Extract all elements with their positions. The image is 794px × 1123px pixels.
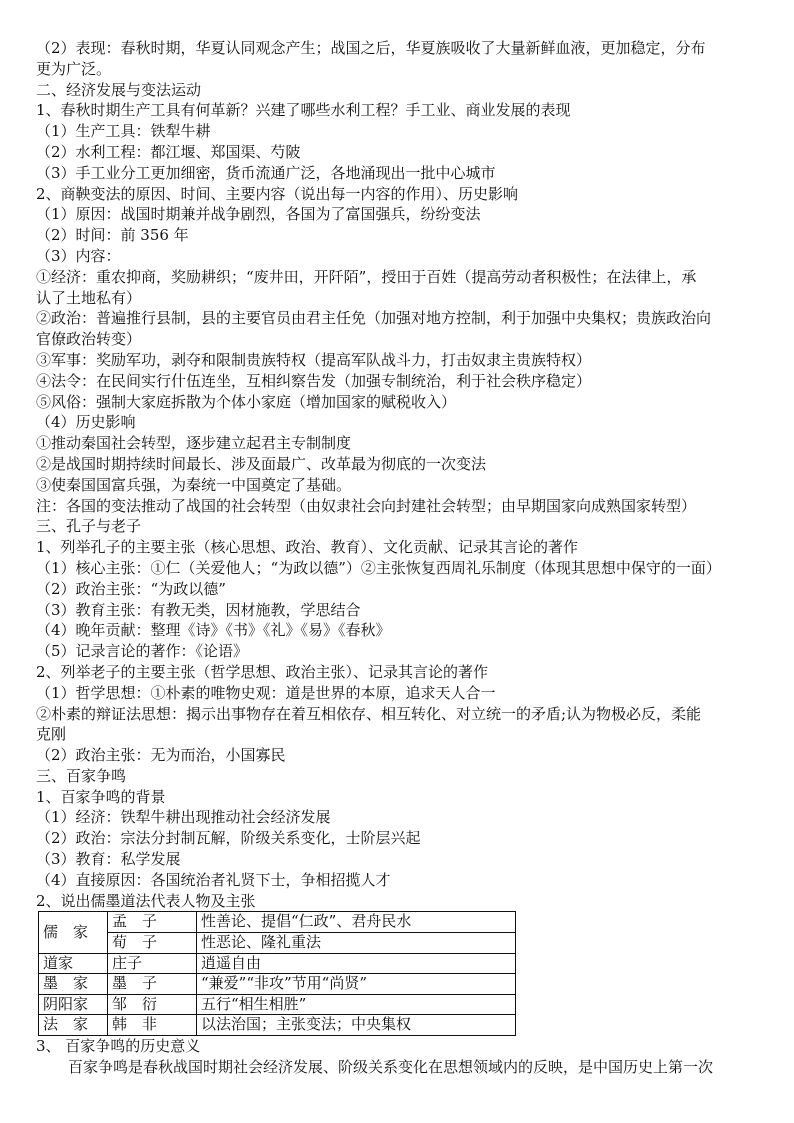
person-cell: 韩 非 — [108, 1015, 197, 1036]
document-body — [36, 38, 762, 911]
school-cell: 儒 家 — [39, 912, 108, 953]
text-line: （1）生产工具：铁犁牛耕 — [36, 122, 211, 141]
document-page — [36, 38, 762, 1078]
person-cell: 邹 衍 — [108, 994, 197, 1015]
text-line: 官僚政治转变） — [36, 330, 142, 349]
text-line: （3）手工业分工更加细密，货币流通广泛，各地涌现出一批中心城市 — [36, 163, 496, 182]
person-cell: 荀 子 — [108, 933, 197, 954]
idea-cell: 五行“相生相胜” — [197, 994, 516, 1015]
person-cell: 墨 子 — [108, 974, 197, 995]
school-cell: 墨 家 — [39, 974, 108, 995]
text-line: ③使秦国国富兵强，为秦统一中国奠定了基础。 — [36, 475, 352, 494]
section-heading: 3、 百家争鸣的历史意义 — [36, 1037, 201, 1056]
school-cell: 阴阳家 — [39, 994, 108, 1015]
text-line: （2）表现：春秋时期，华夏认同观念产生；战国之后，华夏族吸收了大量新鲜血液，更加稳定，分布 — [36, 39, 706, 57]
text-line: （1）经济：铁犁牛耕出现推动社会经济发展 — [36, 808, 331, 827]
person-cell: 庄子 — [108, 953, 197, 974]
text-line: ①经济：重农抑商，奖励耕织；“废井田，开阡陌”，授田于百姓（提高劳动者积极性；在法律上，承 — [36, 267, 697, 286]
text-line: （5）记录言论的著作：《论语》 — [36, 642, 249, 661]
text-line: （4）晚年贡献：整理《诗》《书》《礼》《易》《春秋》 — [36, 621, 391, 640]
paragraph-line: 百家争鸣是春秋战国时期社会经济发展、阶级关系变化在思想领域内的反映，是中国历史上第一次 — [68, 1057, 714, 1076]
text-line: 认了土地私有） — [36, 288, 142, 307]
idea-cell: 逍遥自由 — [197, 953, 516, 974]
text-line: （3）教育主张：有教无类，因材施教，学思结合 — [36, 600, 361, 619]
idea-cell: “兼爱”“非攻”节用“尚贤” — [197, 974, 516, 995]
text-line: ②是战国时期持续时间最长、涉及面最广、改革最为彻底的一次变法 — [36, 454, 487, 473]
text-line: 2、列举老子的主要主张（哲学思想、政治主张）、记录其言论的著作 — [36, 662, 489, 681]
schools-table — [38, 911, 516, 1036]
text-line: ③军事：奖励军功，剥夺和限制贵族特权（提高军队战斗力，打击奴隶主贵族特权） — [36, 350, 592, 369]
table-row — [39, 912, 516, 933]
text-line: （4）直接原因：各国统治者礼贤下士，争相招揽人才 — [36, 870, 391, 889]
table-row — [39, 994, 516, 1015]
text-line: ①推动秦国社会转型，逐步建立起君主专制制度 — [36, 434, 352, 453]
text-line: 1、春秋时期生产工具有何革新？兴建了哪些水利工程？手工业、商业发展的表现 — [36, 101, 571, 120]
text-line: 2、说出儒墨道法代表人物及主张 — [36, 891, 256, 910]
idea-cell: 以法治国；主张变法；中央集权 — [197, 1015, 516, 1036]
school-cell: 法 家 — [39, 1015, 108, 1036]
text-line: 更为广泛。 — [36, 59, 112, 78]
school-cell: 道家 — [39, 953, 108, 974]
text-line: ⑤风俗：强制大家庭拆散为个体小家庭（增加国家的赋税收入） — [36, 392, 457, 411]
text-line: 克刚 — [36, 725, 67, 744]
table-row — [39, 974, 516, 995]
text-line: 注：各国的变法推动了战国的社会转型（由奴隶社会向封建社会转型；由早期国家向成熟国家转型） — [36, 496, 697, 515]
text-line: （4）历史影响 — [36, 413, 136, 432]
text-line: 二、经济发展与变法运动 — [36, 80, 202, 99]
text-line: （3）内容： — [36, 246, 121, 265]
text-line: ②政治：普遍推行县制，县的主要官员由君主任免（加强对地方控制，利于加强中央集权；贵族政治向 — [36, 309, 712, 328]
text-line: （1）哲学思想：①朴素的唯物史观：道是世界的本原，追求天人合一 — [36, 683, 496, 702]
table-row — [39, 1015, 516, 1036]
idea-cell: 性善论、提倡“仁政”、君舟民水 — [197, 912, 516, 933]
text-line: 三、孔子与老子 — [36, 517, 142, 536]
text-line: （1）原因：战国时期兼并战争剧烈，各国为了富国强兵，纷纷变法 — [36, 205, 481, 224]
text-line: 三、百家争鸣 — [36, 766, 127, 785]
text-line: ②朴素的辩证法思想：揭示出事物存在着互相依存、相互转化、对立统一的矛盾;认为物极必反，柔能 — [36, 704, 702, 723]
text-line: （3）教育：私学发展 — [36, 850, 181, 869]
text-line: （2）水利工程：都江堰、郑国渠、芍陂 — [36, 142, 301, 161]
text-line: ④法令：在民间实行什伍连坐，互相纠察告发（加强专制统治，利于社会秩序稳定） — [36, 371, 592, 390]
idea-cell: 性恶论、隆礼重法 — [197, 933, 516, 954]
person-cell: 孟 子 — [108, 912, 197, 933]
table-row — [39, 933, 516, 954]
text-line: （2）政治：宗法分封制瓦解，阶级关系变化，士阶层兴起 — [36, 829, 421, 848]
text-line: 2、商鞅变法的原因、时间、主要内容（说出每一内容的作用）、历史影响 — [36, 184, 519, 203]
text-line: 1、列举孔子的主要主张（核心思想、政治、教育）、文化贡献、记录其言论的著作 — [36, 538, 579, 557]
table-row — [39, 953, 516, 974]
text-line: （2）政治主张：“为政以德” — [36, 579, 226, 598]
text-line: （1）核心主张：①仁（关爱他人；“为政以德”）②主张恢复西周礼乐制度（体现其思想中保守的一面） — [36, 558, 721, 577]
text-line: 1、百家争鸣的背景 — [36, 787, 166, 806]
text-line: （2）政治主张：无为而治，小国寡民 — [36, 746, 286, 765]
text-line: （2）时间：前 356 年 — [36, 226, 189, 245]
